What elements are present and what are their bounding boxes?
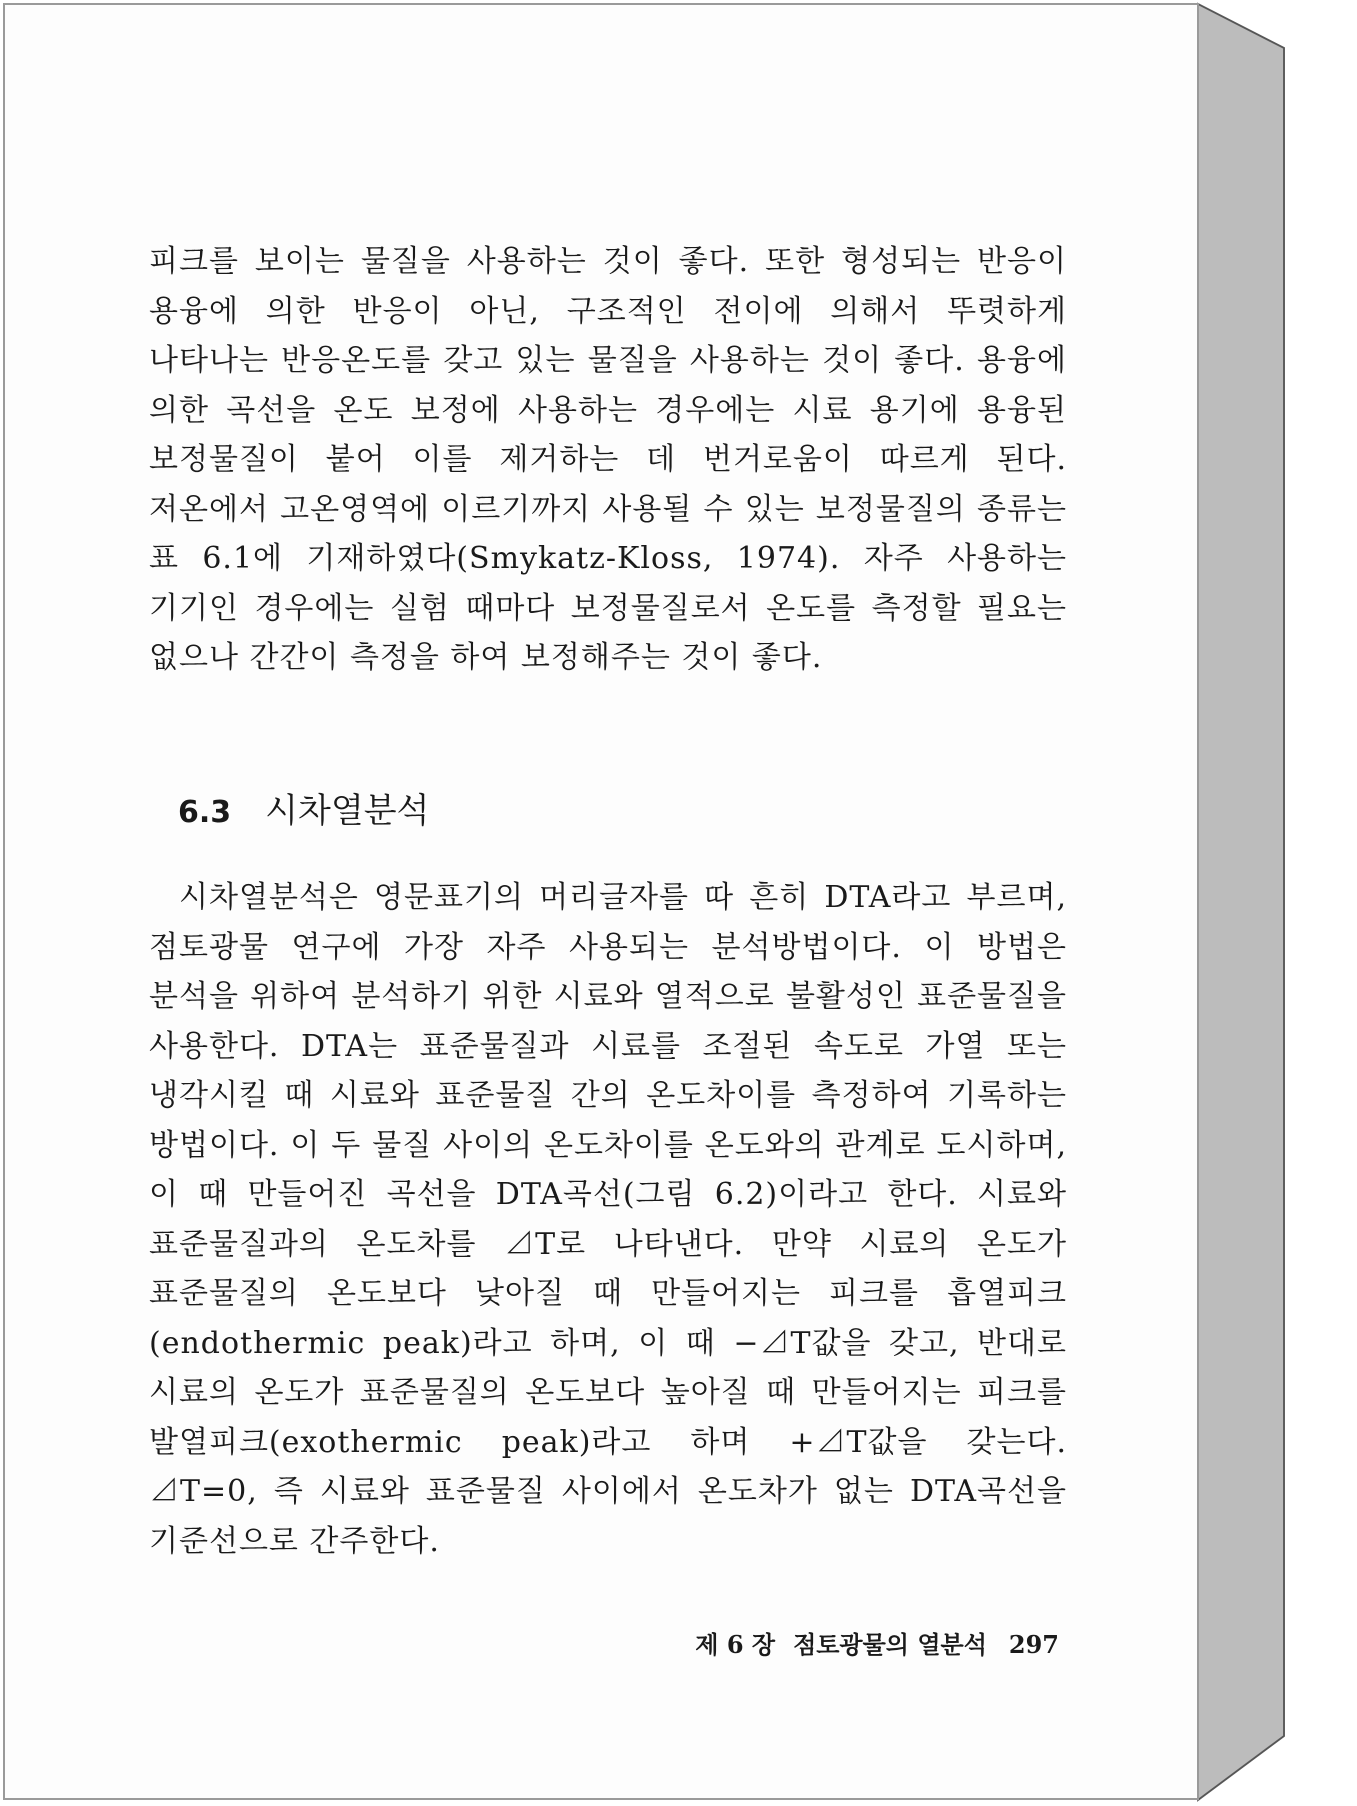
book-side-edge (1198, 4, 1284, 1800)
body-paragraph-1: 피크를 보이는 물질을 사용하는 것이 좋다. 또한 형성되는 반응이 용융에 의한 반응이 아닌, 구조적인 전이에 의해서 뚜렷하게 나타나는 반응온도를 갖고 있는 물질을 사용하는 것이 좋다. 용융에 의한 곡선을 온도 보정에 사용하는 경우에는 시료 용기에 용융된 보정물질이 붙어 이를 제거하는 데 번거로움이 따르게 된다. 저온에서 고온영역에 이르기까지 사용될 수 있는 보정물질의 종류는 표 6.1에 기재하였다(Smykatz-Kloss, 1974). 자주 사용하는 기기인 경우에는 실험 때마다 보정물질로서 온도를 측정할 필요는 없으나 간간이 측정을 하여 보정해주는 것이 좋다. (149, 244, 1067, 675)
body-paragraph-2: 시차열분석은 영문표기의 머리글자를 따 흔히 DTA라고 부르며, 점토광물 연구에 가장 자주 사용되는 분석방법이다. 이 방법은 분석을 위하여 분석하기 위한 시료와 열적으로 불활성인 표준물질을 사용한다. DTA는 표준물질과 시료를 조절된 속도로 가열 또는 냉각시킬 때 시료와 표준물질 간의 온도차이를 측정하여 기록하는 방법이다. 이 두 물질 사이의 온도차이를 온도와의 관계로 도시하며, 이 때 만들어진 곡선을 DTA곡선(그림 6.2)이라고 한다. 시료와 표준물질과의 온도차를 ⊿T로 나타낸다. 만약 시료의 온도가 표준물질의 온도보다 낮아질 때 만들어지는 피크를 흡열피크(endothermic peak)라고 하며, 이 때 −⊿T값을 갖고, 반대로 시료의 온도가 표준물질의 온도보다 높아질 때 만들어지는 피크를 발열피크(exothermic peak)라고 하며 +⊿T값을 갖는다. ⊿T=0, 즉 시료와 표준물질 사이에서 온도차가 없는 DTA곡선을 기준선으로 간주한다. (149, 880, 1067, 1559)
footer-chapter: 제 6 장 (695, 1630, 776, 1659)
section-title: 시차열분석 (265, 791, 430, 831)
running-footer (655, 1625, 1059, 1660)
section-number: 6.3 (178, 795, 232, 830)
page-number: 297 (1008, 1630, 1059, 1659)
section-heading (178, 783, 429, 832)
document-page (3, 3, 1199, 1800)
footer-title: 점토광물의 열분석 (793, 1630, 987, 1659)
